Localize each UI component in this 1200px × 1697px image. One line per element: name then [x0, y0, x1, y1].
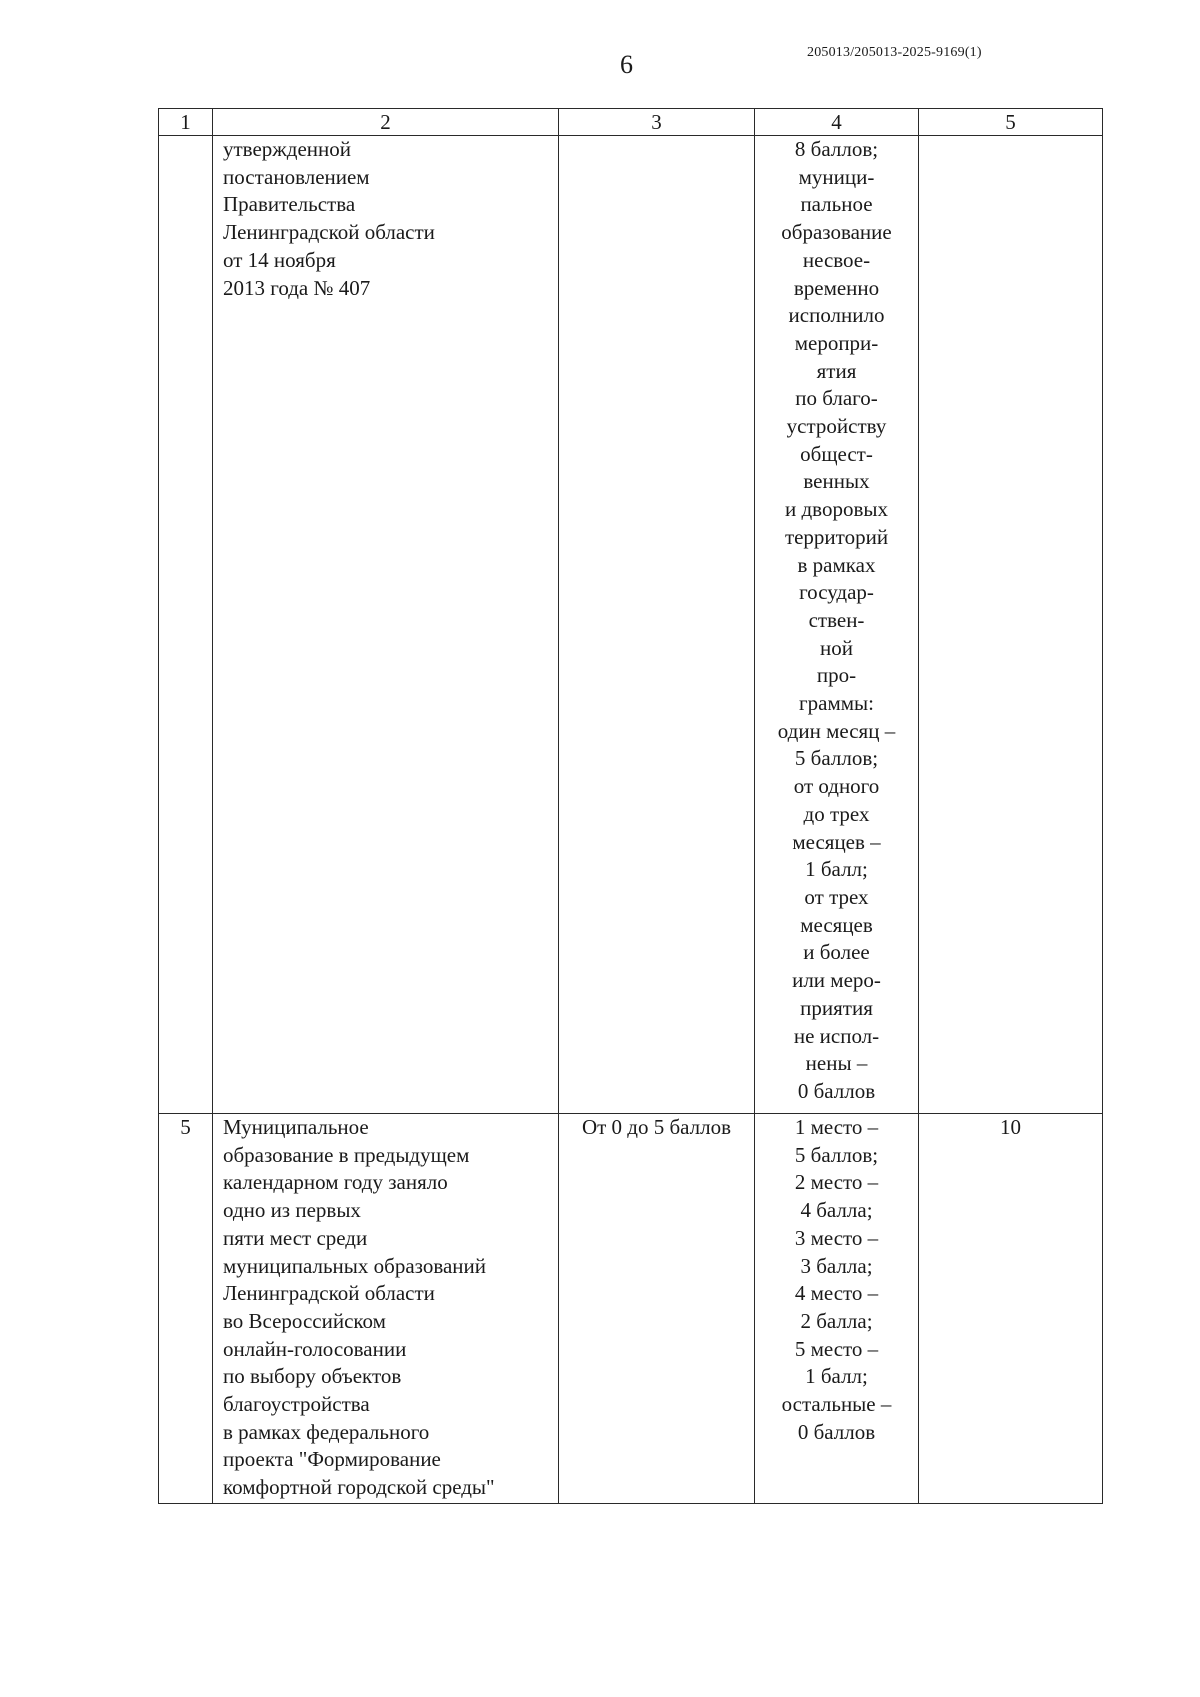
scoring-rules-text — [755, 136, 918, 1106]
column-header-2: 2 — [213, 109, 559, 136]
text-line: общест- — [800, 441, 873, 466]
text-line: 2 место – — [794, 1170, 879, 1195]
scoring-rules-cell — [755, 136, 919, 1114]
text-line: 5 баллов; — [794, 1142, 879, 1167]
text-line: не испол- — [793, 1023, 880, 1048]
text-line: венных — [803, 469, 870, 494]
text-line: 2 балла; — [800, 1308, 873, 1333]
text-line: 1 балл; — [805, 1364, 868, 1389]
text-line: одно из первых — [223, 1198, 361, 1223]
text-line: Ленинградской области — [223, 220, 435, 245]
document-id: 205013/205013-2025-9169(1) — [807, 45, 982, 60]
text-line: 0 баллов — [797, 1419, 876, 1444]
text-line: месяцев – — [792, 829, 881, 854]
text-line: месяцев — [800, 912, 873, 937]
text-line: граммы: — [799, 691, 874, 716]
text-line: территорий — [784, 524, 889, 549]
text-line: комфортной городской среды" — [223, 1475, 495, 1500]
text-line: меропри- — [794, 330, 879, 355]
text-line: 4 место – — [794, 1281, 879, 1306]
text-line: 0 баллов — [797, 1078, 876, 1103]
text-line: по выбору объектов — [223, 1364, 402, 1389]
text-line: по благо- — [795, 386, 878, 411]
text-line: Правительства — [223, 192, 356, 217]
text-line: или меро- — [792, 968, 881, 993]
criteria-table — [158, 108, 1103, 1504]
text-line: 1 место – — [794, 1115, 879, 1139]
text-line: 4 балла; — [800, 1198, 873, 1223]
text-line: несвое- — [802, 247, 871, 272]
text-line: нены – — [805, 1051, 868, 1076]
text-line: ятия — [816, 358, 857, 383]
scoring-rules-cell — [755, 1114, 919, 1504]
table-row-continued — [159, 136, 1103, 1114]
table-header-row — [159, 109, 1103, 136]
score-range-cell: От 0 до 5 баллов — [559, 1114, 755, 1504]
text-line: 1 балл; — [805, 857, 868, 882]
text-line: один месяц – — [777, 718, 896, 743]
text-line: пяти мест среди — [223, 1225, 368, 1250]
text-line: образование — [781, 220, 892, 245]
column-header-1: 1 — [159, 109, 213, 136]
text-line: Ленинградской области — [223, 1281, 435, 1306]
weight-cell: 10 — [919, 1114, 1103, 1504]
text-line: приятия — [800, 995, 873, 1020]
text-line: проекта "Формирование — [223, 1447, 441, 1472]
text-line: Муниципальное — [223, 1115, 369, 1139]
row-number-cell — [159, 136, 213, 1114]
text-line: до трех — [803, 801, 870, 826]
page-number: 6 — [620, 50, 633, 79]
text-line: остальные – — [781, 1392, 892, 1417]
text-line: про- — [816, 663, 857, 688]
text-line: во Всероссийском — [223, 1308, 386, 1333]
weight-cell — [919, 136, 1103, 1114]
text-line: ной — [820, 635, 853, 660]
text-line: в рамках — [797, 552, 876, 577]
text-line: 5 место – — [794, 1336, 879, 1361]
text-line: муници- — [798, 164, 875, 189]
scoring-rules-text — [755, 1114, 918, 1446]
text-line: и более — [803, 940, 870, 965]
text-line: устройству — [786, 414, 887, 439]
text-line: утвержденной — [223, 137, 352, 161]
column-header-4: 4 — [755, 109, 919, 136]
text-line: 3 место – — [794, 1225, 879, 1250]
text-line: 5 баллов; — [794, 746, 879, 771]
column-header-5: 5 — [919, 109, 1103, 136]
text-line: ствен- — [808, 607, 865, 632]
text-line: исполнило — [788, 303, 885, 328]
text-line: муниципальных образований — [223, 1253, 486, 1278]
text-line: 3 балла; — [800, 1253, 873, 1278]
criterion-name-cell — [213, 136, 559, 1114]
text-line: временно — [793, 275, 880, 300]
row-number-cell: 5 — [159, 1114, 213, 1504]
text-line: 8 баллов; — [794, 137, 879, 161]
text-line: от 14 ноября — [223, 247, 336, 272]
score-range-cell — [559, 136, 755, 1114]
text-line: онлайн-голосовании — [223, 1336, 407, 1361]
criterion-name-text — [223, 136, 550, 302]
text-line: 2013 года № 407 — [223, 275, 371, 300]
text-line: образование в предыдущем — [223, 1142, 470, 1167]
text-line: от одного — [793, 774, 880, 799]
column-header-3: 3 — [559, 109, 755, 136]
text-line: в рамках федерального — [223, 1419, 430, 1444]
text-line: пальное — [800, 192, 873, 217]
table-row — [159, 1114, 1103, 1504]
text-line: и дворовых — [785, 497, 888, 522]
text-line: календарном году заняло — [223, 1170, 448, 1195]
criterion-name-cell — [213, 1114, 559, 1504]
text-line: благоустройства — [223, 1392, 370, 1417]
text-line: от трех — [804, 884, 869, 909]
criterion-name-text — [223, 1114, 550, 1502]
text-line: постановлением — [223, 164, 370, 189]
text-line: государ- — [799, 580, 874, 605]
